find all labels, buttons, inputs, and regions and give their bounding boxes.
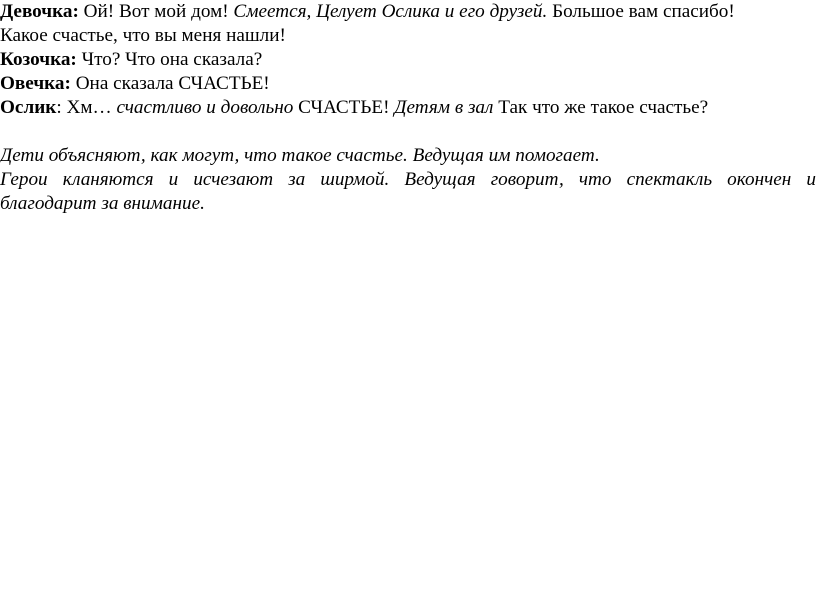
direction-line-1: Дети объясняют, как могут, что такое счастье. Ведущая им помогает.: [0, 145, 600, 166]
devochka-speech-1: Ой! Вот мой дом!: [78, 1, 234, 22]
line-devochka: [0, 0, 816, 24]
line-devochka-continued: Какое счастье, что вы меня нашли!: [0, 25, 286, 46]
stage-direction-inline-1: счастливо и довольно: [116, 97, 294, 118]
stage-direction-inline: Смеется, Целует Ослика и его друзей.: [233, 1, 548, 22]
kozochka-speech: Что? Что она сказала?: [76, 49, 263, 70]
oslik-speech-2: СЧАСТЬЕ!: [293, 97, 395, 118]
ovechka-speech: Она сказала СЧАСТЬЕ!: [70, 73, 270, 94]
speaker-devochka: Девочка:: [0, 1, 79, 22]
line-oslik: [0, 96, 816, 120]
blank-line: [0, 120, 816, 144]
stage-direction-inline-2: Детям в зал: [394, 97, 494, 118]
direction-line-3: благодарит за внимание.: [0, 193, 205, 214]
oslik-speech-1: : Хм…: [56, 97, 117, 118]
line-ovechka: [0, 72, 816, 96]
direction-line-2: Герои кланяются и исчезают за ширмой. Ведущая говорит, что спектакль окончен и: [0, 169, 816, 190]
speaker-oslik: Ослик: [0, 97, 57, 118]
speaker-kozochka: Козочка:: [0, 49, 77, 70]
devochka-speech-2: Большое вам спасибо!: [547, 1, 735, 22]
script-text: [0, 0, 816, 216]
speaker-ovechka: Овечка:: [0, 73, 71, 94]
line-kozochka: [0, 48, 816, 72]
oslik-speech-3: Так что же такое счастье?: [493, 97, 709, 118]
